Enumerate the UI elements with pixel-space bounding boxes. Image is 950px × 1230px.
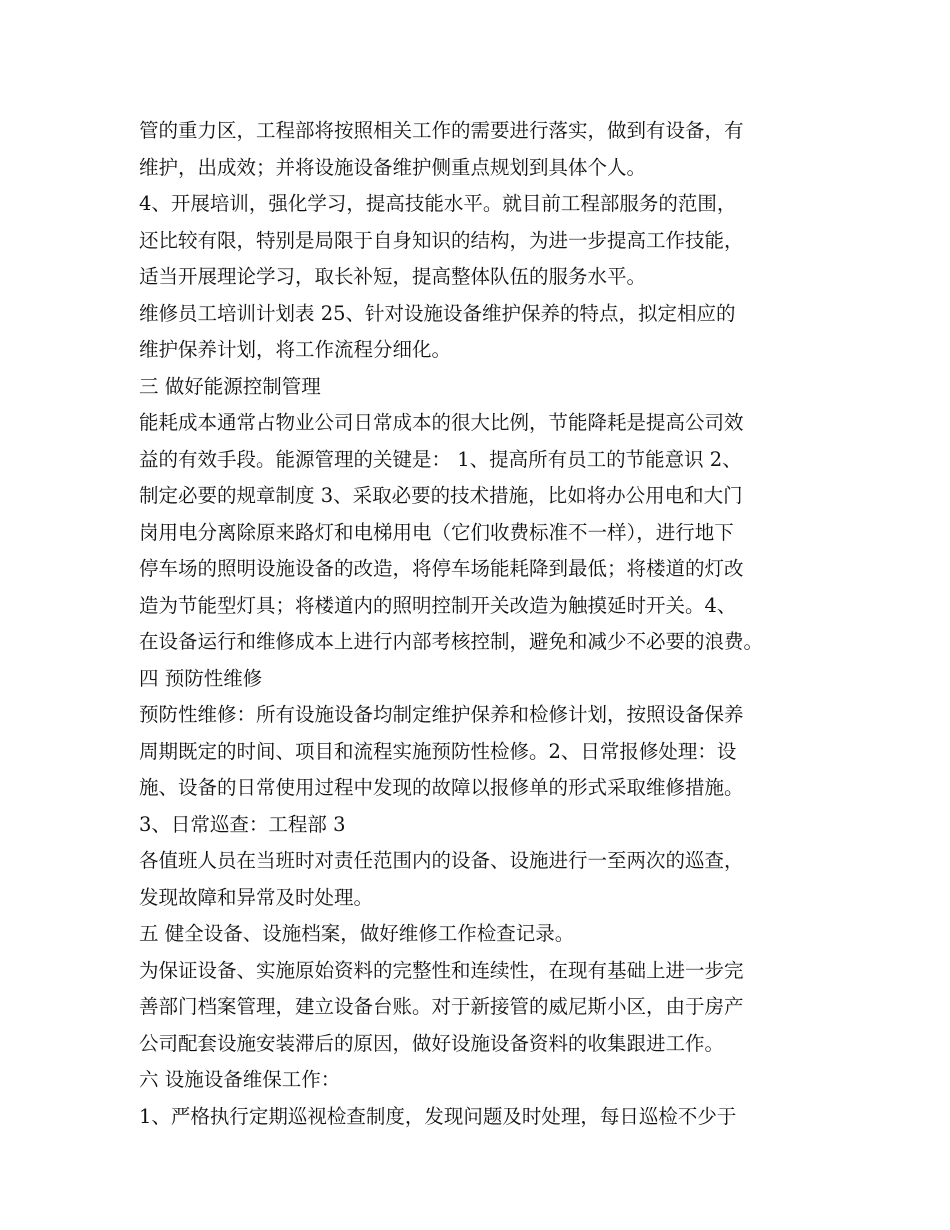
section-heading: 六 设施设备维保工作：	[139, 1068, 341, 1091]
section-heading: 三 做好能源控制管理	[139, 374, 321, 398]
text-line: 1、严格执行定期巡视检查制度，发现问题及时处理，每日巡检不少于	[139, 1104, 737, 1128]
text-line: 维护，出成效；并将设施设备维护侧重点规划到具体个人。	[139, 155, 647, 179]
text-line: 造为节能型灯具；将楼道内的照明控制开关改造为触摸延时开关。4、	[139, 593, 737, 617]
text-line: 管的重力区，工程部将按照相关工作的需要进行落实，做到有设备，有	[139, 119, 744, 142]
text-line: 施、设备的日常使用过程中发现的故障以报修单的形式采取维修措施。	[139, 776, 744, 799]
text-line: 4、开展培训，强化学习，提高技能水平。就目前工程部服务的范围，	[139, 192, 737, 215]
text-line: 维护保养计划，将工作流程分细化。	[139, 338, 452, 361]
text-line: 周期既定的时间、项目和流程实施预防性检修。2、日常报修处理：设	[139, 739, 737, 763]
text-line: 预防性维修：所有设施设备均制定维护保养和检修计划，按照设备保养	[139, 703, 744, 726]
text-line: 公司配套设施安装滞后的原因，做好设施设备资料的收集跟进工作。	[139, 1031, 725, 1055]
text-line: 能耗成本通常占物业公司日常成本的很大比例，节能降耗是提高公司效	[139, 411, 744, 434]
text-line: 岗用电分离除原来路灯和电梯用电（它们收费标准不一样），进行地下	[139, 520, 734, 544]
text-line: 还比较有限，特别是局限于自身知识的结构，为进一步提高工作技能，	[139, 228, 744, 252]
document-page	[139, 113, 819, 1135]
text-line: 发现故障和异常及时处理。	[139, 885, 374, 909]
text-line: 益的有效手段。能源管理的关键是： 1、提高所有员工的节能意识 2、	[139, 447, 742, 471]
text-line: 停车场的照明设施设备的改造，将停车场能耗降到最低；将楼道的灯改	[139, 557, 744, 580]
text-line: 各值班人员在当班时对责任范围内的设备、设施进行一至两次的巡查，	[139, 849, 744, 872]
text-line: 制定必要的规章制度 3、采取必要的技术措施，比如将办公用电和大门	[139, 484, 743, 507]
text-line: 在设备运行和维修成本上进行内部考核控制，避免和减少不必要的浪费。	[139, 630, 764, 653]
section-heading: 四 预防性维修	[139, 666, 263, 690]
text-line: 善部门档案管理，建立设备台账。对于新接管的威尼斯小区，由于房产	[139, 995, 744, 1018]
text-line: 适当开展理论学习，取长补短，提高整体队伍的服务水平。	[139, 265, 647, 288]
text-line: 维修员工培训计划表 25、针对设施设备维护保养的特点，拟定相应的	[139, 301, 736, 325]
section-heading: 五 健全设备、设施档案，做好维修工作检查记录。	[139, 922, 575, 945]
text-line: 为保证设备、实施原始资料的完整性和连续性，在现有基础上进一步完	[139, 958, 744, 982]
text-line: 3、日常巡查：工程部 3	[139, 812, 346, 836]
